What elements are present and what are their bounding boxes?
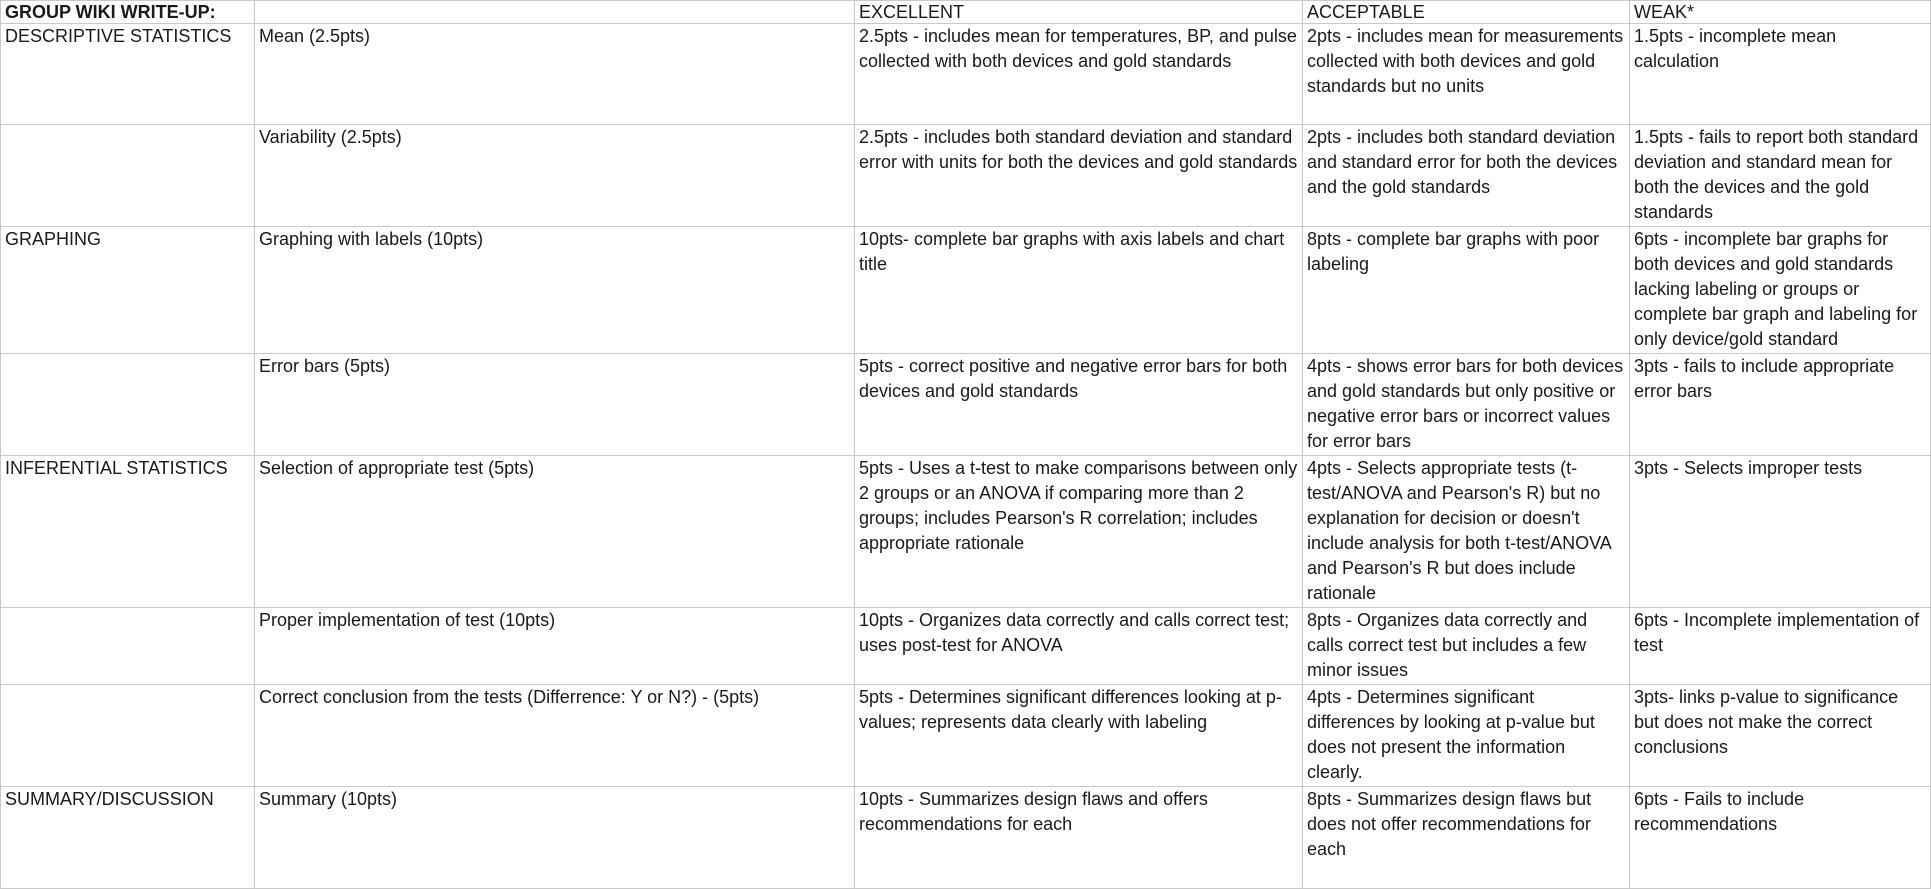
category-cell[interactable] [1,608,255,685]
criterion-cell[interactable]: Mean (2.5pts) [255,24,855,125]
header-row [1,1,1931,24]
weak-cell[interactable]: 1.5pts - fails to report both standard deviation and standard mean for both the devices and the gold standards [1630,125,1931,227]
acceptable-cell[interactable]: 4pts - Determines significant differences by looking at p-value but does not present the information clearly. [1303,685,1630,787]
excellent-cell[interactable]: 5pts - Determines significant differences looking at p-values; represents data clearly with labeling [855,685,1303,787]
weak-cell[interactable]: 3pts - Selects improper tests [1630,456,1931,608]
excellent-cell[interactable]: 2.5pts - includes both standard deviation and standard error with units for both the devices and gold standards [855,125,1303,227]
excellent-cell[interactable]: 10pts- complete bar graphs with axis labels and chart title [855,227,1303,354]
criterion-cell[interactable]: Correct conclusion from the tests (Differrence: Y or N?) - (5pts) [255,685,855,787]
table-row [1,24,1931,125]
weak-cell[interactable]: 6pts - incomplete bar graphs for both devices and gold standards lacking labeling or groups or complete bar graph and labeling for only device/gold standard [1630,227,1931,354]
table-row [1,787,1931,889]
acceptable-cell[interactable]: 8pts - Organizes data correctly and calls correct test but includes a few minor issues [1303,608,1630,685]
criteria-header-cell[interactable] [255,1,855,24]
category-cell[interactable] [1,685,255,787]
rubric-title-cell[interactable]: GROUP WIKI WRITE-UP: [1,1,255,24]
criterion-cell[interactable]: Variability (2.5pts) [255,125,855,227]
category-cell[interactable]: INFERENTIAL STATISTICS [1,456,255,608]
excellent-cell[interactable]: 2.5pts - includes mean for temperatures, BP, and pulse collected with both devices and gold standards [855,24,1303,125]
category-cell[interactable]: GRAPHING [1,227,255,354]
table-row [1,456,1931,608]
excellent-header-cell[interactable]: EXCELLENT [855,1,1303,24]
excellent-cell[interactable]: 10pts - Organizes data correctly and calls correct test; uses post-test for ANOVA [855,608,1303,685]
weak-cell[interactable]: 6pts - Fails to include recommendations [1630,787,1931,889]
criterion-cell[interactable]: Summary (10pts) [255,787,855,889]
category-cell[interactable] [1,125,255,227]
excellent-cell[interactable]: 5pts - Uses a t-test to make comparisons between only 2 groups or an ANOVA if comparing more than 2 groups; includes Pearson's R correlation; includes appropriate rationale [855,456,1303,608]
acceptable-cell[interactable]: 8pts - complete bar graphs with poor labeling [1303,227,1630,354]
category-cell[interactable]: DESCRIPTIVE STATISTICS [1,24,255,125]
table-row [1,125,1931,227]
weak-header-cell[interactable]: WEAK* [1630,1,1931,24]
acceptable-cell[interactable]: 2pts - includes both standard deviation and standard error for both the devices and the gold standards [1303,125,1630,227]
weak-cell[interactable]: 3pts- links p-value to significance but does not make the correct conclusions [1630,685,1931,787]
category-cell[interactable] [1,354,255,456]
criterion-cell[interactable]: Selection of appropriate test (5pts) [255,456,855,608]
category-cell[interactable]: SUMMARY/DISCUSSION [1,787,255,889]
table-row [1,227,1931,354]
criterion-cell[interactable]: Graphing with labels (10pts) [255,227,855,354]
table-row [1,608,1931,685]
acceptable-cell[interactable]: 8pts - Summarizes design flaws but does not offer recommendations for each [1303,787,1630,889]
acceptable-cell[interactable]: 4pts - Selects appropriate tests (t-test/ANOVA and Pearson's R) but no explanation for decision or doesn't include analysis for both t-test/ANOVA and Pearson's R but does include rationale [1303,456,1630,608]
excellent-cell[interactable]: 5pts - correct positive and negative error bars for both devices and gold standards [855,354,1303,456]
acceptable-cell[interactable]: 2pts - includes mean for measurements collected with both devices and gold standards but no units [1303,24,1630,125]
criterion-cell[interactable]: Error bars (5pts) [255,354,855,456]
weak-cell[interactable]: 6pts - Incomplete implementation of test [1630,608,1931,685]
weak-cell[interactable]: 3pts - fails to include appropriate error bars [1630,354,1931,456]
acceptable-header-cell[interactable]: ACCEPTABLE [1303,1,1630,24]
excellent-cell[interactable]: 10pts - Summarizes design flaws and offers recommendations for each [855,787,1303,889]
table-row [1,354,1931,456]
weak-cell[interactable]: 1.5pts - incomplete mean calculation [1630,24,1931,125]
criterion-cell[interactable]: Proper implementation of test (10pts) [255,608,855,685]
acceptable-cell[interactable]: 4pts - shows error bars for both devices and gold standards but only positive or negative error bars or incorrect values for error bars [1303,354,1630,456]
table-row [1,685,1931,787]
